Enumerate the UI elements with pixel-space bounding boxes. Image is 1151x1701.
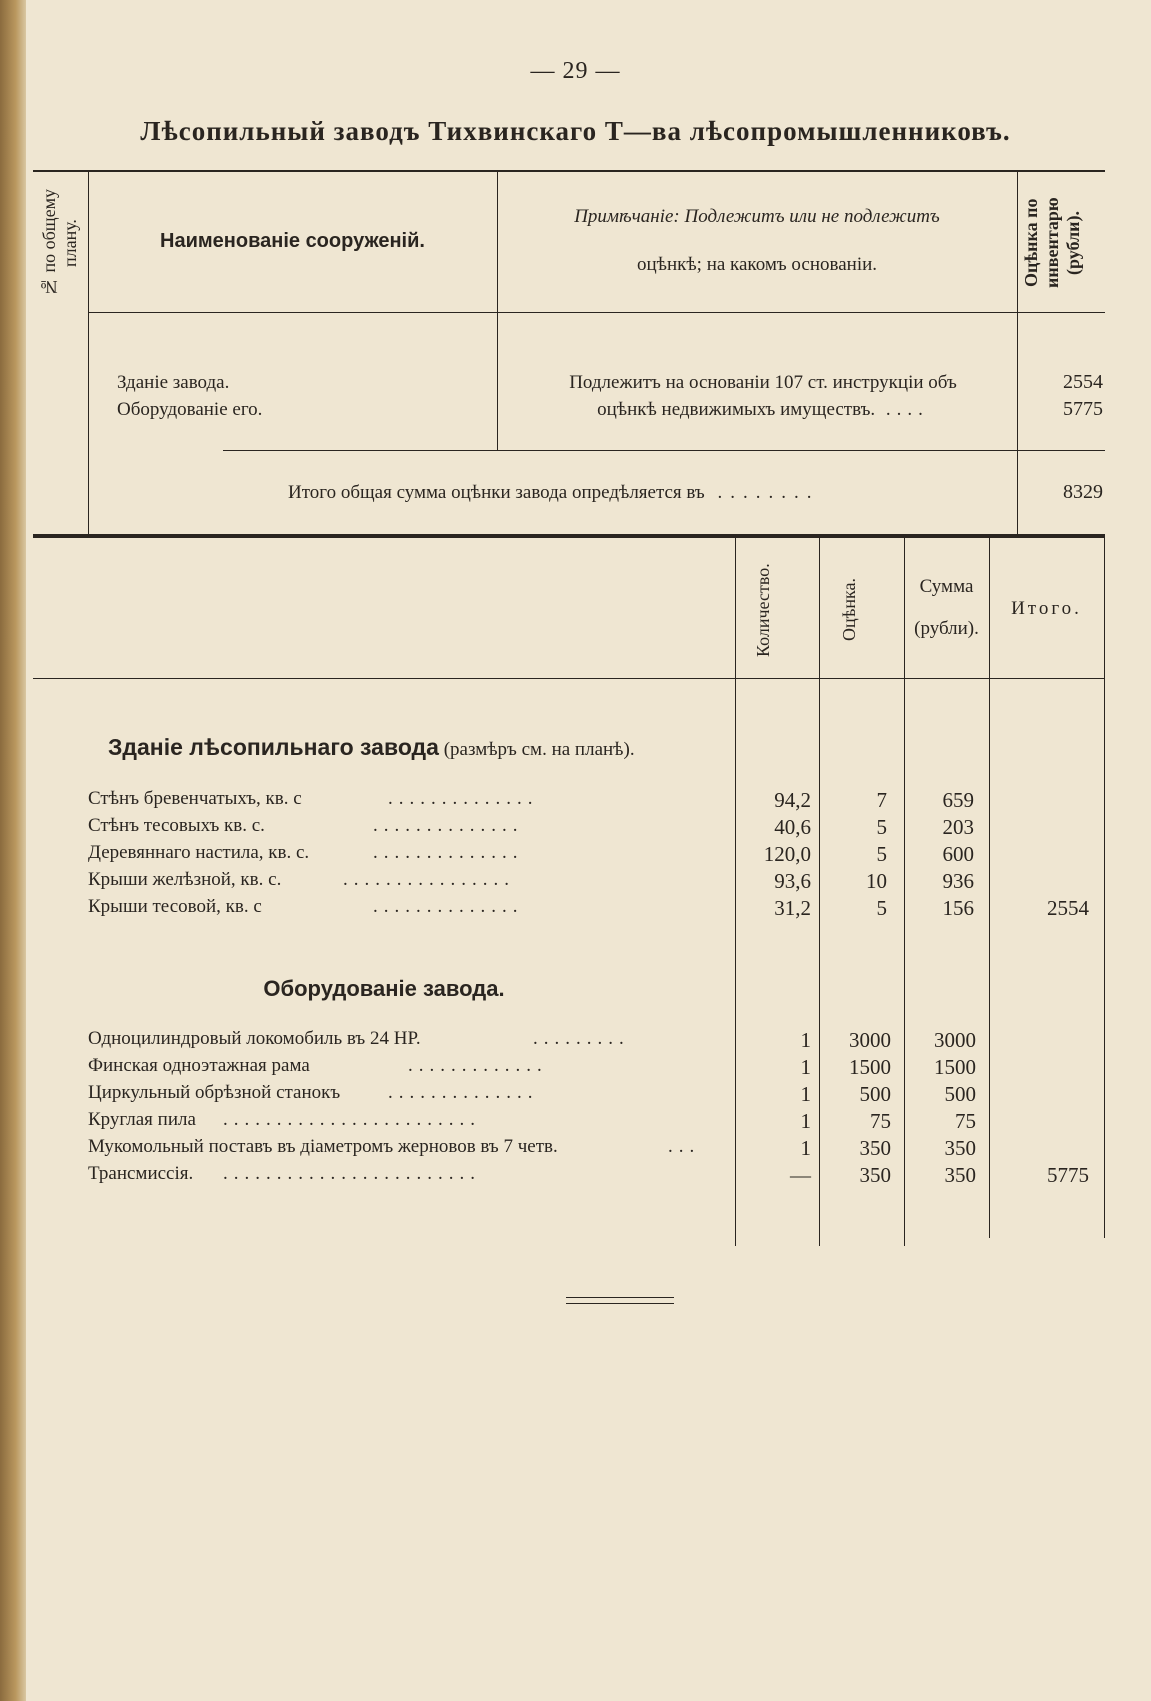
section-title: Оборудованіе завода. bbox=[263, 976, 505, 1001]
table-row: Трансмиссія. ........................ — 350 350 5775 bbox=[88, 1163, 1089, 1187]
table-row: Крыши тесовой, кв. с .............. 31,2 5 156 2554 bbox=[88, 896, 1089, 920]
table-row: Стѣнъ тесовыхъ кв. с. .............. 40,6 5 203 bbox=[88, 815, 974, 839]
book-spine bbox=[0, 0, 26, 1701]
table-row: Одноцилиндровый локомобиль въ 24 HP. ......... 1 3000 3000 bbox=[88, 1028, 976, 1052]
table-row: Крыши желѣзной, кв. с. ................ 93,6 10 936 bbox=[88, 869, 974, 893]
header-quantity: Количество. bbox=[753, 563, 773, 657]
row-value: 2554 bbox=[1063, 371, 1103, 393]
page-number: — 29 — bbox=[530, 58, 621, 84]
table-row: Мукомольный поставъ въ діаметромъ жерновов въ 7 четв. ... 1 350 350 bbox=[88, 1136, 976, 1160]
row-value: 5775 bbox=[1063, 398, 1103, 420]
header-structure-name: Наименованіе сооруженій. bbox=[160, 230, 425, 252]
header-note-line2: оцѣнкѣ; на какомъ основаніи. bbox=[636, 254, 878, 275]
table-row: Циркульный обрѣзной станокъ .............. 1 500 500 bbox=[88, 1082, 976, 1106]
header-plan-number: № по общему плану. bbox=[39, 188, 80, 298]
total-label: Итого общая сумма оцѣнки завода опредѣляется въ ........ bbox=[288, 482, 820, 503]
page-title: Лѣсопильный заводъ Тихвинскаго Т—ва лѣсопромышленниковъ. bbox=[140, 116, 1011, 146]
row-name: Зданіе завода. bbox=[117, 372, 230, 393]
header-total: Итого. bbox=[1011, 598, 1082, 619]
header-note-line1: Примѣчаніе: Подлежитъ или не подлежитъ bbox=[574, 206, 940, 227]
itemized-valuation-table bbox=[33, 536, 1105, 1246]
table-row: Деревяннаго настила, кв. с. .............. 120,0 5 600 bbox=[88, 842, 974, 866]
row-note: Подлежитъ на основаніи 107 ст. инструкціи объ bbox=[569, 372, 957, 393]
table-row: Финская одноэтажная рама ............. 1 1500 1500 bbox=[88, 1055, 976, 1079]
row-note: оцѣнкѣ недвижимыхъ имуществъ. .... bbox=[597, 399, 929, 420]
total-value: 8329 bbox=[1063, 481, 1103, 503]
table-row: Стѣнъ бревенчатыхъ, кв. с .............. 94,2 7 659 bbox=[88, 788, 974, 812]
header-inventory-value: Оцѣнка по инвентарю (рубли). bbox=[1021, 197, 1083, 289]
header-rate: Оцѣнка. bbox=[839, 578, 859, 642]
table-row: Круглая пила ........................ 1 75 75 bbox=[88, 1109, 976, 1133]
end-separator bbox=[566, 1297, 674, 1304]
valuation-summary-table bbox=[33, 170, 1105, 536]
row-name: Оборудованіе его. bbox=[117, 399, 263, 420]
section-title: Зданіе лѣсопильнаго завода (размѣръ см. на планѣ). bbox=[108, 734, 635, 760]
header-sum-line1: Сумма bbox=[919, 576, 974, 597]
header-sum-line2: (рубли). bbox=[914, 618, 979, 639]
